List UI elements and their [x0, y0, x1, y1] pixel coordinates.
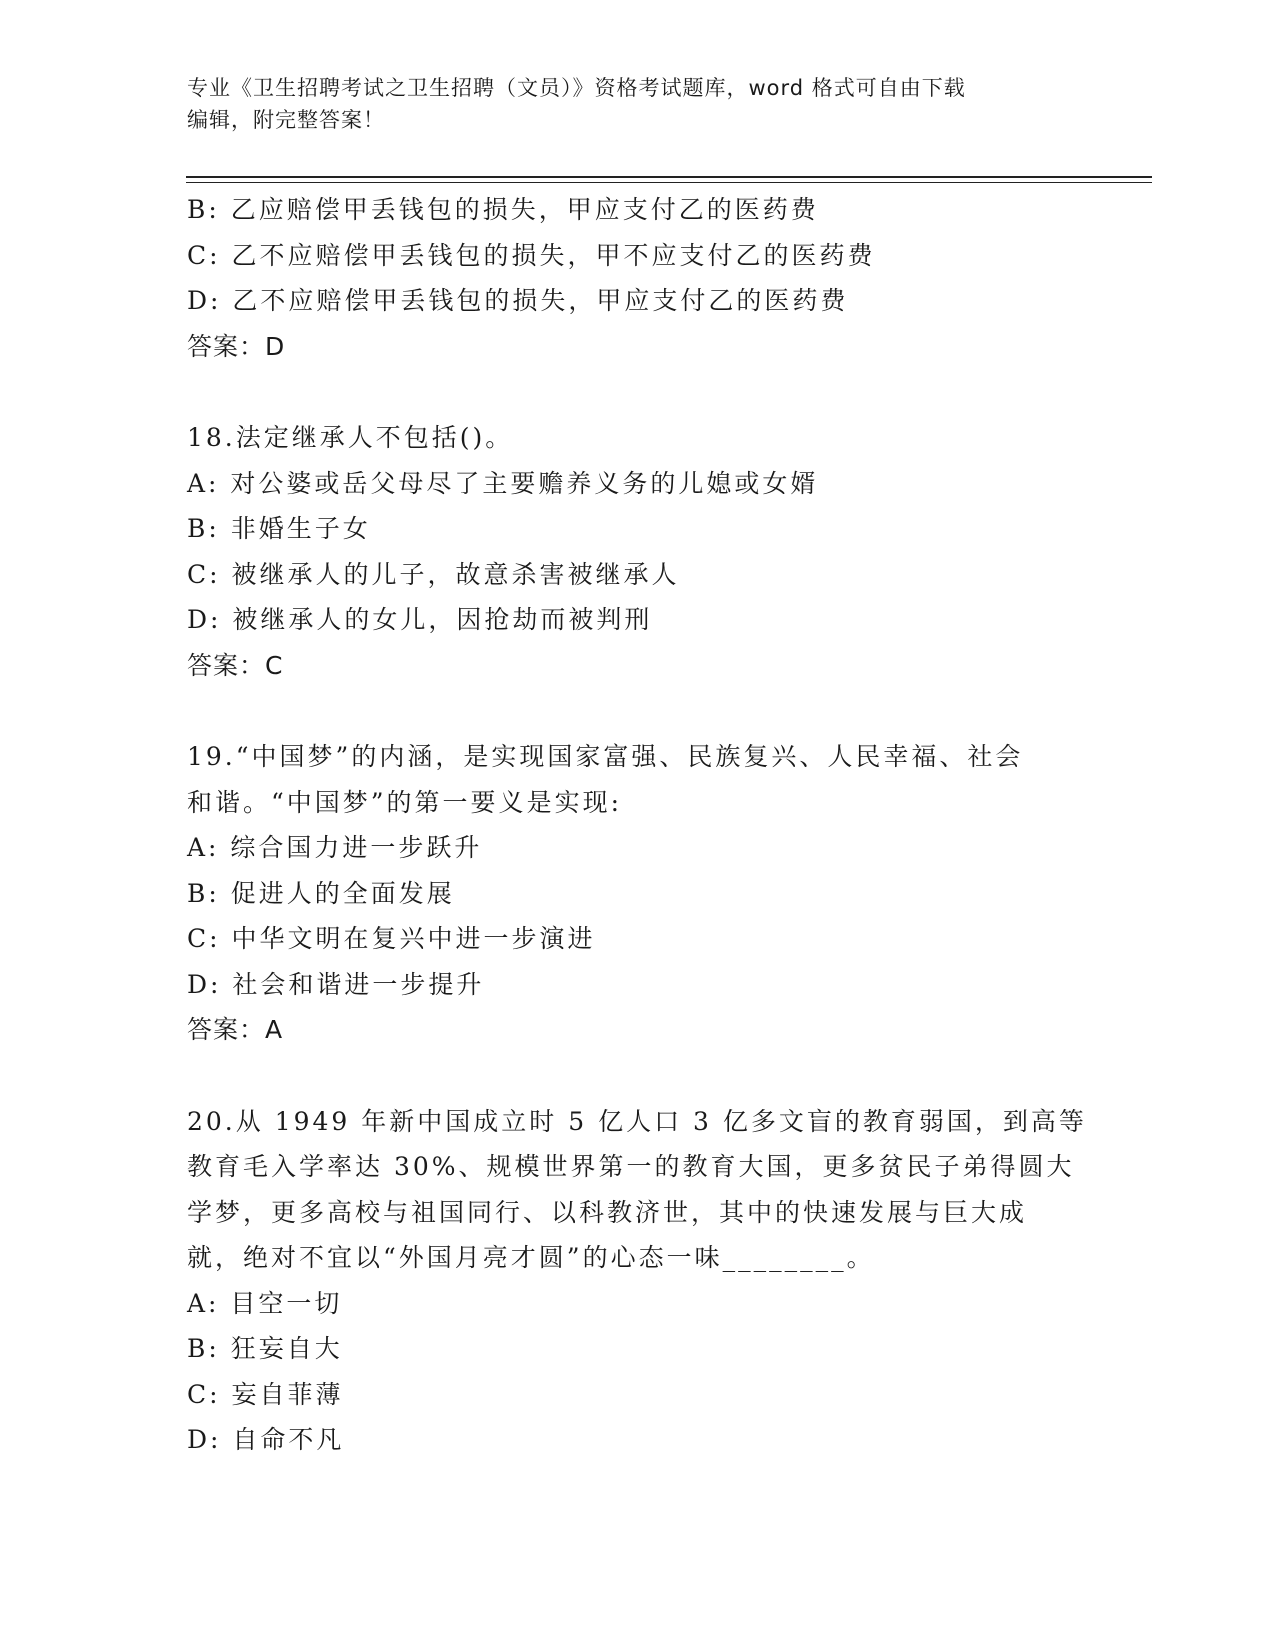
q18-stem: 18.法定继承人不包括()。: [187, 423, 514, 452]
q18-option-c: C: 被继承人的儿子，故意杀害被继承人: [187, 559, 680, 589]
q20-option-c: C: 妄自菲薄: [187, 1379, 344, 1409]
q20-option-b: B: 狂妄自大: [187, 1334, 343, 1363]
header-line-2: 编辑，附完整答案！: [187, 108, 385, 132]
q18-option-b: B: 非婚生子女: [187, 514, 371, 543]
q19-stem-line-1: 19.“中国梦”的内涵，是实现国家富强、民族复兴、人民幸福、社会: [187, 742, 1024, 771]
q17-option-b: B: 乙应赔偿甲丢钱包的损失，甲应支付乙的医药费: [187, 195, 819, 224]
spacer: [187, 369, 1087, 415]
q19-option-d: D: 社会和谐进一步提升: [187, 969, 485, 999]
header-line-1: 专业《卫生招聘考试之卫生招聘（文员）》资格考试题库，word 格式可自由下载: [187, 76, 966, 100]
q18-answer: 答案：C: [187, 650, 284, 680]
q19-answer: 答案：A: [187, 1015, 284, 1044]
question-20: [187, 1099, 1087, 1463]
header-divider-thin: [186, 182, 1152, 183]
q20-stem-line-4: 就，绝对不宜以“外国月亮才圆”的心态一味________。: [187, 1243, 875, 1272]
q19-option-c: C: 中华文明在复兴中进一步演进: [187, 924, 596, 953]
q20-option-a: A: 目空一切: [187, 1288, 343, 1318]
q20-stem-line-2: 教育毛入学率达 30%、规模世界第一的教育大国，更多贫民子弟得圆大: [187, 1152, 1075, 1181]
question-19: [187, 734, 1087, 1053]
q20-stem-line-3: 学梦，更多高校与祖国同行、以科教济世，其中的快速发展与巨大成: [187, 1197, 1028, 1227]
spacer: [187, 688, 1087, 734]
q19-option-b: B: 促进人的全面发展: [187, 878, 455, 908]
spacer: [187, 1053, 1087, 1099]
q19-stem-line-2: 和谐。“中国梦”的第一要义是实现:: [187, 787, 622, 817]
q17-option-c: C: 乙不应赔偿甲丢钱包的损失，甲不应支付乙的医药费: [187, 240, 876, 270]
page-header: [187, 72, 1087, 136]
question-17-tail: [187, 187, 1087, 369]
question-content: [187, 187, 1087, 1463]
q20-option-d: D: 自命不凡: [187, 1425, 345, 1454]
q18-option-d: D: 被继承人的女儿，因抢劫而被判刑: [187, 605, 653, 634]
header-divider-thick: [186, 176, 1152, 178]
q19-option-a: A: 综合国力进一步跃升: [187, 833, 483, 862]
q17-answer: 答案：D: [187, 331, 286, 361]
q18-option-a: A: 对公婆或岳父母尽了主要赡养义务的儿媳或女婿: [187, 468, 819, 498]
question-18: [187, 415, 1087, 688]
q17-option-d: D: 乙不应赔偿甲丢钱包的损失，甲应支付乙的医药费: [187, 286, 849, 315]
q20-stem-line-1: 20.从 1949 年新中国成立时 5 亿人口 3 亿多文盲的教育弱国，到高等: [187, 1106, 1087, 1136]
